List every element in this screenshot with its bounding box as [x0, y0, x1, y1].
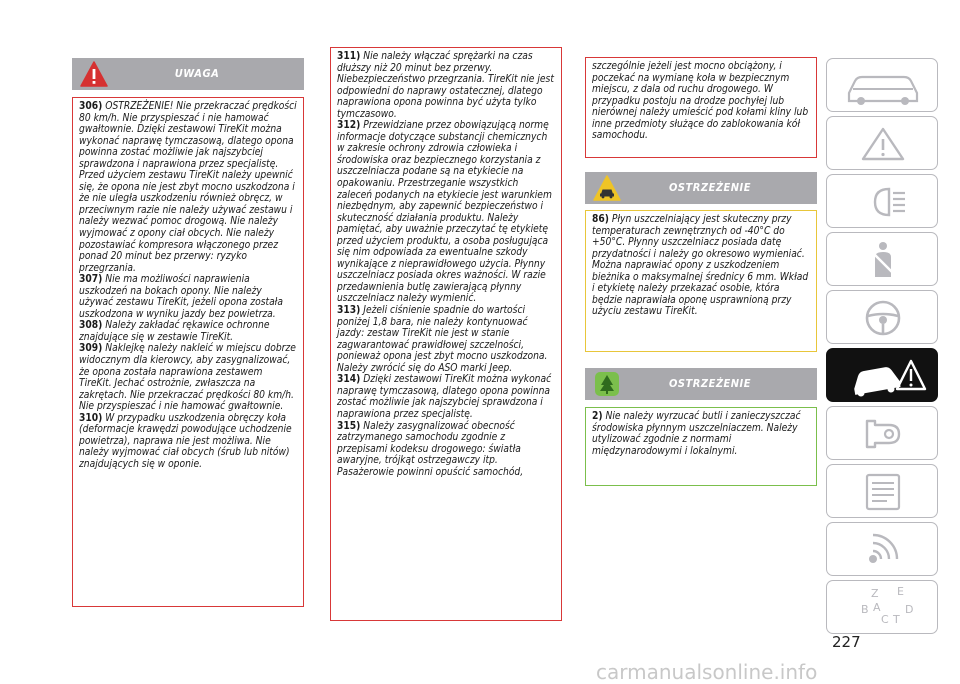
index-letter-d: D	[905, 603, 914, 616]
paragraph-306: 306) OSTRZEŻENIE! Nie przekraczać prędkości 80 km/h. Nie przyspieszać i nie hamować gwałtownie. Dzięki zestawowi TireKit można wykonać naprawę tymczasową, dlatego opona powinna zostać możliwie jak najszybciej sprawdzona i naprawiona przez specjalistę. Przed użyciem zestawu TireKit należy upewnić się, że opona nie jest zbyt mocno uszkodzona i że nie uległa uszkodzeniu również obręcz, w przeciwnym razie nie należy używać zestawu i należy wezwać pomoc drogową. Nie należy wyjmować z opony ciał obcych. Nie należy pozostawiać kompresora włączonego przez ponad 20 minut bez przerwy: ryzyko przegrzania.	[79, 101, 297, 274]
warning-box-uwaga	[72, 97, 304, 607]
sidebar-tab-dashboard[interactable]	[826, 116, 938, 170]
dashboard-warning-icon	[827, 117, 939, 171]
sidebar-tab-maintenance[interactable]	[826, 406, 938, 460]
index-letter-e: E	[897, 585, 904, 598]
watermark: carmanualsonline.info	[596, 660, 818, 684]
paragraph-311: 311) Nie należy włączać sprężarki na czas dłuższy niż 20 minut bez przerwy. Niebezpieczeństwo przegrzania. TireKit nie jest odpowiedni do naprawy ostatecznej, dlatego naprawiona opona powinna być użyta tylko tymczasowo.	[337, 51, 554, 120]
sidebar-tab-multimedia[interactable]	[826, 522, 938, 576]
wrench-service-icon	[827, 407, 939, 461]
warning-header-uwaga	[72, 58, 304, 90]
sidebar-tab-vehicle[interactable]	[826, 58, 938, 112]
continuation-text: szczególnie jeżeli jest mocno obciążony, i poczekać na wymianę koła w bezpiecznym miejscu, z dala od ruchu drogowego. W przypadku postoju na drodze pochyłej lub nierównej należy umieścić pod kołami kliny lub inne przedmioty służące do zablokowania kół samochodu.	[592, 61, 809, 142]
caution-header-2	[585, 368, 817, 400]
page-number: 227	[832, 633, 861, 651]
caution-header-title-2: OSTRZEŻENIE	[668, 377, 751, 390]
specifications-list-icon	[827, 465, 939, 519]
warning-box-continued	[330, 47, 562, 621]
caution-header-1	[585, 172, 817, 204]
index-letter-c: C	[881, 613, 889, 626]
paragraph-2: 2) Nie należy wyrzucać butli i zanieczyszczać środowiska płynnym uszczelniaczem. Należy utylizować zgodnie z normami międzynarodowymi i lokalnymi.	[592, 411, 801, 457]
paragraph-314: 314) Dzięki zestawowi TireKit można wykonać naprawę tymczasową, dlatego opona powinna zostać możliwie jak najszybciej sprawdzona i naprawiona przez specjalistę.	[337, 374, 552, 420]
multimedia-signal-icon	[827, 523, 939, 577]
paragraph-307: 307) Nie ma możliwości naprawienia uszkodzeń na bokach opony. Nie należy używać zestawu TireKit, jeżeli opona została uszkodzona w wyniku jazdy bez powietrza.	[79, 274, 283, 320]
alphabetical-index-icon	[827, 581, 939, 635]
sidebar-tab-lights[interactable]	[826, 174, 938, 228]
index-letter-a: A	[873, 601, 881, 614]
breakdown-emergency-icon	[827, 349, 939, 403]
environment-box-2	[585, 407, 817, 486]
paragraph-313: 313) Jeżeli ciśnienie spadnie do wartości poniżej 1,8 bara, nie należy kontynuować jazdy: zestaw TireKit nie jest w stanie zagwarantować prawidłowej szczelności, ponieważ opona jest zbyt mocno uszkodzona. Należy zwrócić się do ASO marki Jeep.	[337, 305, 548, 374]
sidebar-tab-driving[interactable]	[826, 290, 938, 344]
paragraph-86: 86) Płyn uszczelniający jest skuteczny przy temperaturach zewnętrznych od -40°C do +50°C. Płynny uszczelniacz posiada datę przydatności i należy go okresowo wymieniać. Można naprawiać opony z uszkodzeniem bieżnika o maksymalnej średnicy 6 mm. Wkład i etykietę należy przekazać osobie, która będzie naprawiała oponę usprawnioną przy użyciu zestawu TireKit.	[592, 214, 809, 318]
sidebar-tab-safety[interactable]	[826, 232, 938, 286]
index-letter-b: B	[861, 603, 869, 616]
warning-box-continuation	[585, 57, 817, 158]
steering-wheel-icon	[827, 291, 939, 345]
paragraph-315: 315) Należy zasygnalizować obecność zatrzymanego samochodu zgodnie z przepisami kodeksu drogowego: światła awaryjne, trójkąt ostrzegawczy itp. Pasażerowie powinni opuścić samochód,	[337, 420, 524, 478]
sidebar-tab-emergency[interactable]	[826, 348, 938, 402]
paragraph-309: 309) Naklejkę należy nakleić w miejscu dobrze widocznym dla kierowcy, aby zasygnalizować, że opona została naprawiona zestawem TireKit. Jechać ostrożnie, zwłaszcza na zakrętach. Nie przekraczać prędkości 80 km/h. Nie przyspieszać i nie hamować gwałtownie.	[79, 343, 296, 413]
index-letter-z: Z	[871, 587, 879, 600]
paragraph-310: 310) W przypadku uszkodzenia obręczy koła (deformacje krawędzi powodujące uchodzenie powietrza), naprawa nie jest możliwa. Nie należy wyjmować ciał obcych (śrub lub nitów) znajdujących się w oponie.	[79, 412, 292, 470]
sidebar-tab-specifications[interactable]	[826, 464, 938, 518]
caution-box-86	[585, 210, 817, 352]
lights-icon	[827, 175, 939, 229]
car-icon	[827, 59, 939, 113]
seat-belt-icon	[827, 233, 939, 287]
paragraph-308: 308) Należy zakładać rękawice ochronne znajdujące się w zestawie TireKit.	[79, 320, 270, 343]
sidebar-tab-index[interactable]	[826, 580, 938, 634]
warning-header-title: UWAGA	[174, 67, 220, 80]
paragraph-312: 312) Przewidziane przez obowiązującą normę informacje dotyczące substancji chemicznych w zakresie ochrony zdrowia człowieka i środowiska oraz bezpiecznego korzystania z uszczelniacza podane są na etykiecie na opakowaniu. Przestrzeganie wszystkich zaleceń podanych na etykiecie jest warunkiem niezbędnym, aby zapewnić bezpieczeństwo i skuteczność działania produktu. Należy pamiętać, aby uważnie przeczytać tę etykietę przed użyciem produktu, a osoba posługująca się nim odpowiada za ewentualne szkody wynikające z nieprawidłowego użycia. Płynny uszczelniacz posiada okres ważności. W razie przedawnienia butlę zawierającą płynny uszczelniacz należy wymienić.	[337, 120, 552, 305]
index-letter-t: T	[893, 613, 900, 626]
caution-header-title-1: OSTRZEŻENIE	[668, 181, 751, 194]
